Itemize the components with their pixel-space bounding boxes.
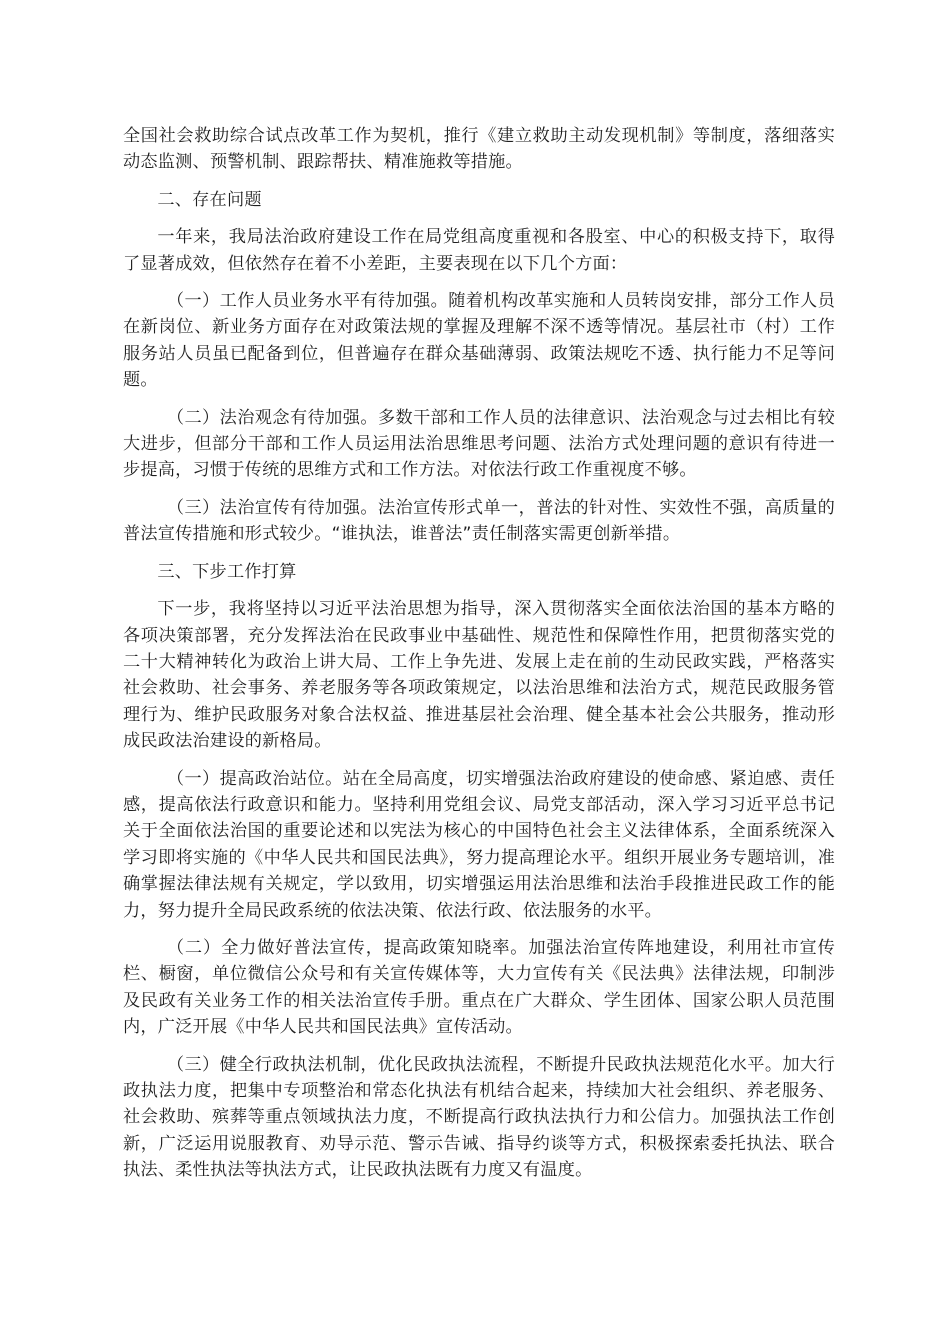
paragraph-next-step-3: （三）健全行政执法机制，优化民政执法流程，不断提升民政执法规范化水平。加大行政执法力度，把集中专项整治和常态化执法有机结合起来，持续加大社会组织、养老服务、社会救助、殡葬等重点领域执法力度，不断提高行政执法执行力和公信力。加强执法工作创新，广泛运用说服教育、劝导示范、警示告诫、指导约谈等方式，积极探索委托执法、联合执法、柔性执法等执法方式，让民政执法既有力度又有温度。 (123, 1054, 835, 1181)
paragraph-problem-2: （二）法治观念有待加强。多数干部和工作人员的法律意识、法治观念与过去相比有较大进步，但部分干部和工作人员运用法治思维思考问题、法治方式处理问题的意识有待进一步提高，习惯于传统的思维方式和工作方法。对依法行政工作重视度不够。 (123, 407, 835, 481)
section-heading-problems: 二、存在问题 (157, 189, 262, 210)
paragraph-next-step-2: （二）全力做好普法宣传，提高政策知晓率。加强法治宣传阵地建设，利用社市宣传栏、橱窗，单位微信公众号和有关宣传媒体等，大力宣传有关《民法典》法律法规，印制涉及民政有关业务工作的相关法治宣传手册。重点在广大群众、学生团体、国家公职人员范围内，广泛开展《中华人民共和国民法典》宣传活动。 (123, 937, 835, 1038)
paragraph-next-step-1: （一）提高政治站位。站在全局高度，切实增强法治政府建设的使命感、紧迫感、责任感，提高依法行政意识和能力。坚持利用党组会议、局党支部活动，深入学习习近平总书记关于全面依法治国的重要论述和以宪法为核心的中国特色社会主义法律体系，全面系统深入学习即将实施的《中华人民共和国民法典》，努力提高理论水平。组织开展业务专题培训，准确掌握法律法规有关规定，学以致用，切实增强运用法治思维和法治手段推进民政工作的能力，努力提升全局民政系统的依法决策、依法行政、依法服务的水平。 (123, 768, 835, 921)
paragraph-continuation: 全国社会救助综合试点改革工作为契机，推行《建立救助主动发现机制》等制度，落细落实动态监测、预警机制、跟踪帮扶、精准施救等措施。 (123, 126, 835, 173)
document-body (123, 123, 835, 1195)
paragraph-next-steps-intro: 下一步，我将坚持以习近平法治思想为指导，深入贯彻落实全面依法治国的基本方略的各项决策部署，充分发挥法治在民政事业中基础性、规范性和保障性作用，把贯彻落实党的二十大精神转化为政治上讲大局、工作上争先进、发展上走在前的生动民政实践，严格落实社会救助、社会事务、养老服务等各项政策规定，以法治思维和法治方式，规范民政服务管理行为、维护民政服务对象合法权益、推进基层社会治理、健全基本社会公共服务，推动形成民政法治建设的新格局。 (123, 599, 835, 752)
paragraph-problem-3: （三）法治宣传有待加强。法治宣传形式单一，普法的针对性、实效性不强，高质量的普法宣传措施和形式较少。“谁执法，谁普法”责任制落实需更创新举措。 (123, 497, 835, 545)
paragraph-problems-intro: 一年来，我局法治政府建设工作在局党组高度重视和各股室、中心的积极支持下，取得了显著成效，但依然存在着不小差距，主要表现在以下几个方面： (123, 227, 835, 274)
paragraph-problem-1: （一）工作人员业务水平有待加强。随着机构改革实施和人员转岗安排，部分工作人员在新岗位、新业务方面存在对政策法规的掌握及理解不深不透等情况。基层社市（村）工作服务站人员虽已配备到位，但普遍存在群众基础薄弱、政策法规吃不透、执行能力不足等问题。 (123, 291, 835, 391)
section-heading-next-steps: 三、下步工作打算 (157, 561, 297, 582)
